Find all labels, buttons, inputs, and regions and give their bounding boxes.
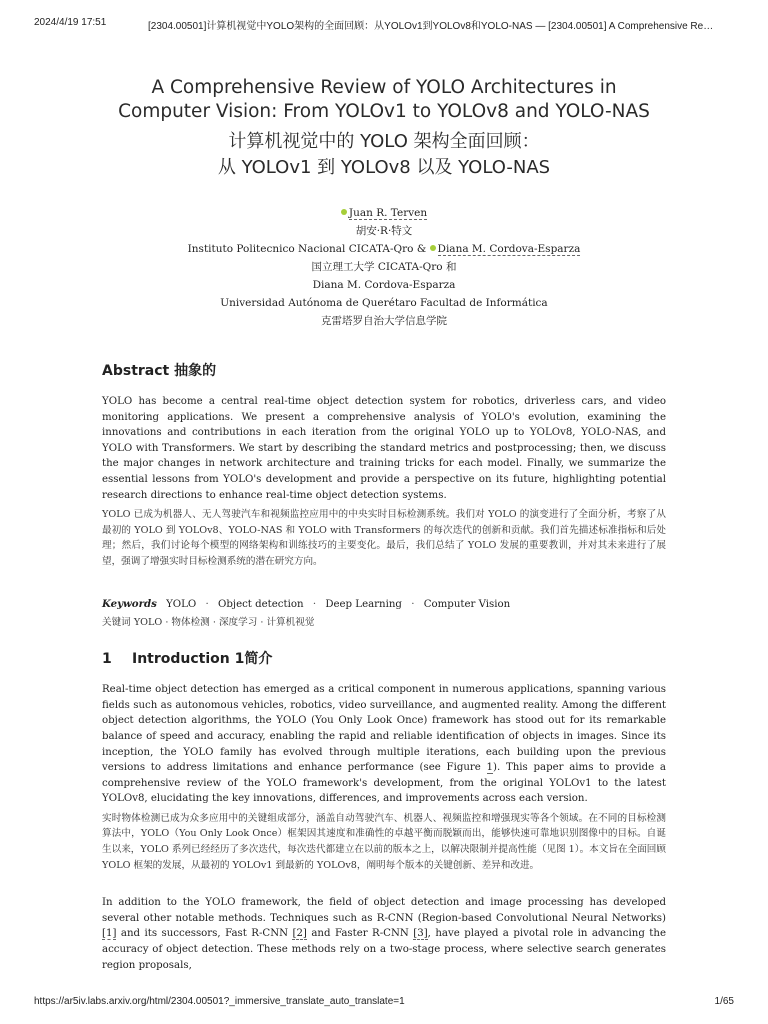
section-title: Introduction 1简介 — [132, 651, 273, 668]
orcid-icon[interactable] — [430, 245, 436, 251]
keywords-row — [102, 596, 666, 613]
browser-print-header — [0, 0, 768, 40]
abstract-text-zh: YOLO 已成为机器人、无人驾驶汽车和视频监控应用中的中央实时目标检测系统。我们对 YOLO 的演变进行了全面分析，考察了从最初的 YOLO 到 YOLOv8、YOLO-NAS 和 YOLO with Transformers 的每次迭代的创新和贡献。我们首先描述标准指标和后处理；然后，我们讨论每个模型的网络架构和训练技巧的主要变化。最后，我们总结了 YOLO 发展的重要教训，并对其未来进行了展望，强调了增强实时目标检测系统的潜在研究方向。 — [102, 509, 666, 567]
affiliation-1: Instituto Politecnico Nacional CICATA-Qro & — [187, 243, 427, 255]
browser-print-footer — [0, 994, 768, 1018]
section-number: 1 — [102, 651, 112, 668]
keyword-separator: · — [411, 598, 415, 610]
paper-body — [102, 68, 666, 973]
title-zh-line1: 计算机视觉中的 YOLO 架构全面回顾： — [228, 131, 540, 152]
keyword-separator: · — [205, 598, 209, 610]
print-date: 2024/4/19 17:51 — [34, 17, 107, 28]
figure-ref-link[interactable]: 1 — [486, 762, 494, 774]
affiliation-1-zh: 国立理工大学 CICATA-Qro 和 — [311, 261, 457, 273]
authors-block — [102, 204, 666, 330]
affiliation-2-zh: 克雷塔罗自治大学信息学院 — [321, 315, 447, 327]
title-en-line2: Computer Vision: From YOLOv1 to YOLOv8 and YOLO-NAS — [118, 101, 650, 122]
title-zh-line2: 从 YOLOv1 到 YOLOv8 以及 YOLO-NAS — [217, 157, 551, 178]
affiliation-2: Universidad Autónoma de Querétaro Facultad de Informática — [220, 297, 548, 309]
author-2-name: Diana M. Cordova-Esparza — [312, 279, 456, 291]
keyword-item: YOLO — [166, 598, 197, 610]
keyword-item: Computer Vision — [423, 598, 511, 610]
intro-paragraph-1-en: Real-time object detection has emerged as a critical component in numerous applications, spanning various fields such as autonomous vehicles, robotics, video surveillance, and augmented reality. Among the different object detection algorithms, the YOLO (You Only Look Once) framework has stood out for its remarkable balance of speed and accuracy, enabling the rapid and reliable identification of objects in images. Since its inception, the YOLO family has evolved through multiple iterations, each building upon the previous versions to address limitations and enhance performance (see Figure 1). This paper aims to provide a comprehensive review of the YOLO framework's development, from the original YOLOv1 to the latest YOLOv8, elucidating the key innovations, differences, and improvements across each version. — [102, 684, 666, 805]
author-1-zh: 胡安·R·特文 — [355, 225, 413, 237]
citation-link[interactable]: [1] — [102, 928, 117, 940]
citation-link[interactable]: [2] — [292, 928, 307, 940]
author-1-link[interactable]: Juan R. Terven — [348, 207, 428, 219]
print-page-title: [2304.00501]计算机视觉中YOLO架构的全面回顾：从YOLOv1到YOLOv8和YOLO-NAS — [2304.00501] A Comprehensive Re… — [148, 21, 714, 32]
citation-link[interactable]: [3] — [413, 928, 428, 940]
keyword-item: Object detection — [218, 598, 304, 610]
intro-heading — [102, 648, 666, 668]
intro-paragraph-2-en: In addition to the YOLO framework, the field of object detection and image processing has developed several other notable methods. Techniques such as R-CNN (Region-based Convolutional Neural Networks) [1] and its successors, Fast R-CNN [2] and Faster R-CNN [3], have played a pivotal role in advancing the accuracy of object detection. These methods rely on a two-stage process, where selective search generates region proposals, — [102, 897, 666, 971]
author-2-link[interactable]: Diana M. Cordova-Esparza — [437, 243, 581, 255]
abstract-text-en: YOLO has become a central real-time object detection system for robotics, driverless cars, and video monitoring applications. We present a comprehensive analysis of YOLO's evolution, examining the innovations and contributions in each iteration from the original YOLO up to YOLOv8, YOLO-NAS, and YOLO with Transformers. We start by describing the standard metrics and postprocessing; then, we discuss the major changes in network architecture and training tricks for each model. Finally, we summarize the essential lessons from YOLO's development and provide a perspective on its future, highlighting potential research directions to enhance real-time object detection systems. — [102, 396, 666, 501]
keywords-label: Keywords — [102, 597, 157, 610]
print-url: https://ar5iv.labs.arxiv.org/html/2304.00501?_immersive_translate_auto_translate=1 — [34, 996, 405, 1007]
affiliation-1-row — [102, 240, 666, 258]
title-block — [102, 76, 666, 180]
intro-paragraph-1-zh: 实时物体检测已成为众多应用中的关键组成部分，涵盖自动驾驶汽车、机器人、视频监控和增强现实等各个领域。在不同的目标检测算法中，YOLO（You Only Look Once）框架因其速度和准确性的卓越平衡而脱颖而出，能够快速可靠地识别图像中的目标。自诞生以来，YOLO 系列已经经历了多次迭代，每次迭代都建立在以前的版本之上，以解决限制并提高性能（见图 1）。本文旨在全面回顾 YOLO 框架的发展，从最初的 YOLOv1 到最新的 YOLOv8，阐明每个版本的关键创新、差异和改进。 — [102, 812, 666, 871]
abstract-heading: Abstract 抽象的 — [102, 363, 217, 379]
keyword-item: Deep Learning — [325, 598, 402, 610]
author-1-row — [102, 204, 666, 222]
print-page-number: 1/65 — [714, 996, 734, 1007]
orcid-icon[interactable] — [341, 209, 347, 215]
title-en-line1: A Comprehensive Review of YOLO Architectures in — [151, 77, 617, 98]
keyword-separator: · — [312, 598, 317, 610]
keywords-zh: 关键词 YOLO · 物体检测 · 深度学习 · 计算机视觉 — [102, 616, 315, 628]
